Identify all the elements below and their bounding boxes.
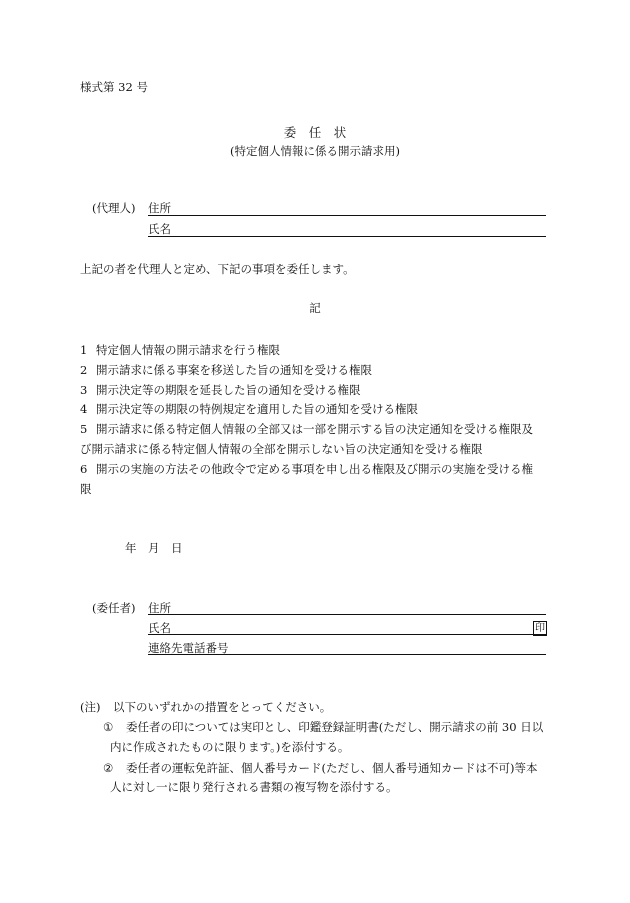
agent-address-label: 住所	[148, 201, 171, 215]
list-item-text: 開示決定等の期限を延長した旨の通知を受ける権限	[96, 382, 361, 397]
notes-intro: 以下のいずれかの措置をとってください。	[113, 700, 332, 714]
agent-address-line[interactable]	[148, 215, 546, 216]
list-item	[80, 404, 418, 416]
delegator-name-label: 氏名	[148, 621, 171, 635]
agent-name-line[interactable]	[148, 236, 546, 237]
list-item-text: び開示請求に係る特定個人情報の全部を開示しない旨の決定通知を受ける権限	[80, 442, 483, 456]
note-2-line-1: 委任者の運転免許証、個人番号カード(ただし、個人番号通知カードは不可)等本	[126, 761, 538, 775]
list-item-text: 開示の実施の方法その他政令で定める事項を申し出る権限及び開示の実施を受ける権	[96, 461, 533, 476]
form-number: 様式第 32 号	[80, 80, 148, 94]
list-item-text: 特定個人情報の開示請求を行う権限	[96, 343, 280, 357]
list-item-number: 5	[80, 422, 88, 437]
delegator-label: (委任者)	[92, 601, 136, 615]
delegator-address-label: 住所	[148, 601, 171, 615]
list-item-text: 限	[80, 481, 92, 496]
list-item-text: 開示請求に係る事案を移送した旨の通知を受ける権限	[96, 362, 372, 377]
note-1-line-1: 委任者の印については実印とし、印鑑登録証明書(ただし、開示請求の前 30 日以	[126, 720, 544, 734]
list-item	[80, 481, 92, 496]
list-item	[80, 444, 483, 456]
list-item-text: 開示請求に係る特定個人情報の全部又は一部を開示する旨の決定通知を受ける権限及	[96, 422, 533, 437]
ki-heading: 記	[309, 301, 321, 315]
seal-mark: 印	[535, 623, 545, 634]
delegation-statement: 上記の者を代理人と定め、下記の事項を委任します。	[80, 262, 355, 276]
document-title: 委 任 状	[283, 125, 347, 140]
list-item-number: 1	[80, 343, 88, 357]
delegator-phone-label: 連絡先電話番号	[148, 641, 229, 655]
note-1-mark: ①	[103, 720, 114, 734]
list-item-number: 4	[80, 402, 88, 417]
list-item-number: 3	[80, 382, 88, 397]
note-2-line-2: 人に対し一に限り発行される書類の複写物を添付する。	[110, 780, 398, 794]
date-line: 年 月 日	[125, 541, 183, 555]
list-item	[80, 424, 533, 436]
document-subtitle: (特定個人情報に係る開示請求用)	[230, 144, 400, 158]
list-item-number: 6	[80, 461, 88, 476]
list-item	[80, 461, 533, 476]
list-item-number: 2	[80, 362, 88, 377]
list-item	[80, 345, 280, 357]
note-1-line-2: 内に作成されたものに限ります。)を添付する。	[110, 740, 350, 754]
list-item-text: 開示決定等の期限の特例規定を適用した旨の通知を受ける権限	[96, 402, 418, 417]
note-2-mark: ②	[103, 761, 114, 775]
notes-label: (注)	[80, 700, 101, 714]
delegator-address-line[interactable]	[148, 614, 546, 615]
list-item	[80, 362, 372, 377]
list-item	[80, 382, 361, 397]
delegator-phone-line[interactable]	[148, 654, 546, 655]
agent-label: (代理人)	[92, 201, 136, 215]
delegator-name-line[interactable]	[148, 634, 546, 635]
agent-name-label: 氏名	[148, 222, 171, 236]
